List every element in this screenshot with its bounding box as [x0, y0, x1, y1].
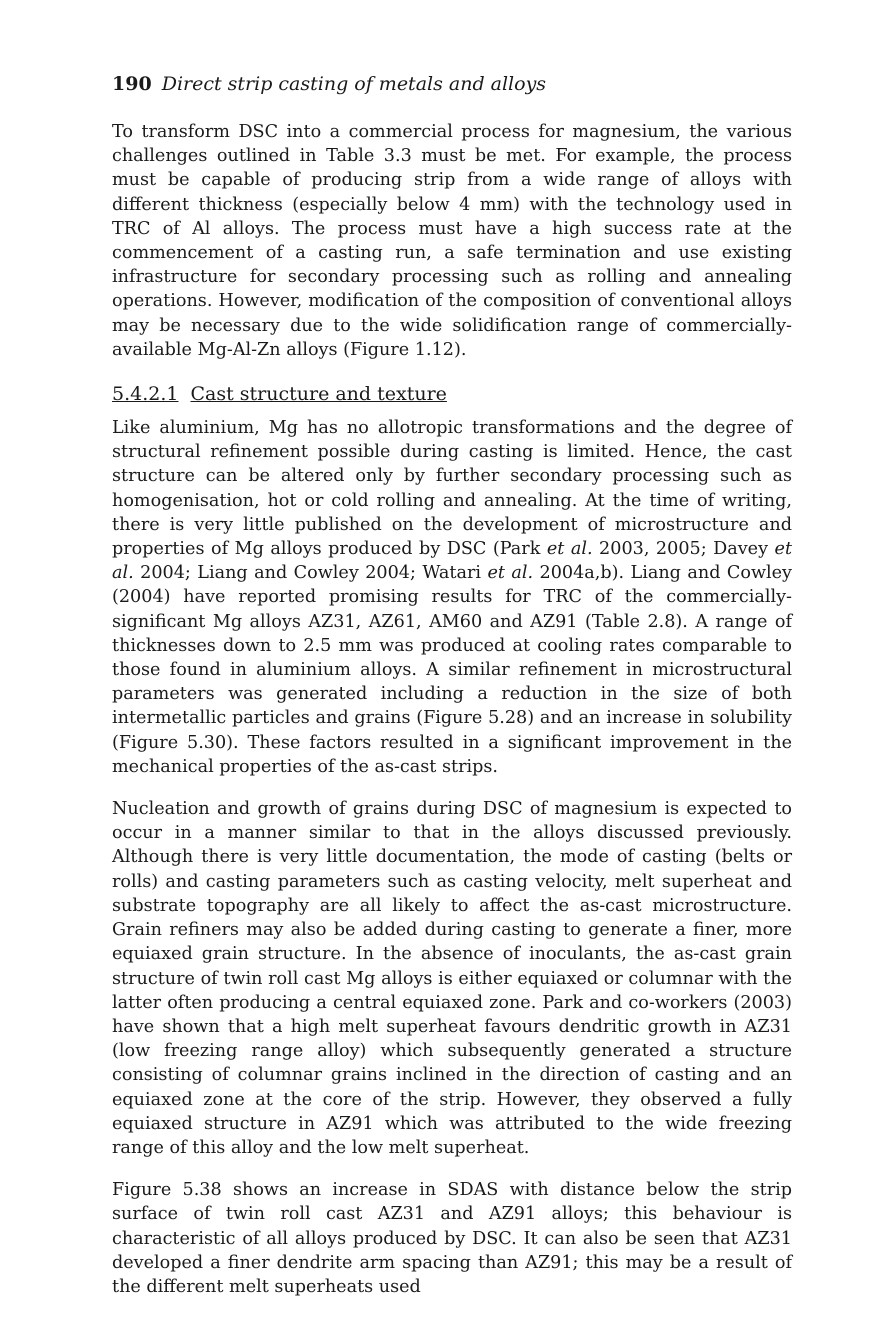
- running-head: [112, 70, 792, 98]
- et-al-citation: et al.: [487, 563, 534, 584]
- section-number: 5.4.2.1: [112, 383, 179, 406]
- et-al-citation: et al.: [112, 539, 793, 584]
- paragraph-text: 2004; Liang and Cowley 2004; Watari: [133, 563, 488, 584]
- paragraph-sdas: Figure 5.38 shows an increase in SDAS with distance below the strip surface of twin roll cast AZ31 and AZ91 alloys; this behaviour is characteristic of all alloys produced by DSC. It can also be seen that AZ31 developed a finer dendrite arm spacing than AZ91; this may be a result of the different melt superheats used: [112, 1180, 792, 1297]
- paragraph-text: 2003, 2005; Davey: [592, 539, 775, 560]
- paragraph-text: 2004a,b). Liang and Cowley (2004) have reported promising results for TRC of the commercially-significant Mg alloys AZ31, AZ61, AM60 and AZ91 (Table 2.8). A range of thicknesses down to 2.5 mm was produced at cooling rates comparable to those found in aluminium alloys. A similar refinement in microstructural parameters was generated including a reduction in the size of both intermetallic particles and grains (Figure 5.28) and an increase in solubility (Figure 5.30). These factors resulted in a significant improvement in the mechanical properties of the as-cast strips.: [112, 563, 792, 777]
- section-title: Cast structure and texture: [190, 383, 447, 406]
- et-al-citation: et al.: [546, 539, 593, 560]
- paragraph-text: Like aluminium, Mg has no allotropic transformations and the degree of structural refinement possible during casting is limited. Hence, the cast structure can be altered only by further secondary processing such as homogenisation, hot or cold rolling and annealing. At the time of writing, there is very little published on the development of microstructure and properties of Mg alloys produced by DSC (Park: [112, 418, 792, 560]
- section-heading: [112, 380, 792, 408]
- paragraph-cast-structure: [112, 416, 792, 779]
- page: [112, 70, 792, 1299]
- page-number: 190: [112, 73, 152, 95]
- intro-paragraph: To transform DSC into a commercial process for magnesium, the various challenges outlined in Table 3.3 must be met. For example, the process must be capable of producing strip from a wide range of alloys with different thickness (especially below 4 mm) with the technology used in TRC of Al alloys. The process must have a high success rate at the commencement of a casting run, a safe termination and use existing infrastructure for secondary processing such as rolling and annealing operations. However, modification of the composition of conventional alloys may be necessary due to the wide solidification range of commercially-available Mg-Al-Zn alloys (Figure 1.12).: [112, 122, 792, 360]
- paragraph-nucleation: Nucleation and growth of grains during DSC of magnesium is expected to occur in a manner similar to that in the alloys discussed previously. Although there is very little documentation, the mode of casting (belts or rolls) and casting parameters such as casting velocity, melt superheat and substrate topography are all likely to affect the as-cast microstructure. Grain refiners may also be added during casting to generate a finer, more equiaxed grain structure. In the absence of inoculants, the as-cast grain structure of twin roll cast Mg alloys is either equiaxed or columnar with the latter often producing a central equiaxed zone. Park and co-workers (2003) have shown that a high melt superheat favours dendritic growth in AZ31 (low freezing range alloy) which subsequently generated a structure consisting of columnar grains inclined in the direction of casting and an equiaxed zone at the core of the strip. However, they observed a fully equiaxed structure in AZ91 which was attributed to the wide freezing range of this alloy and the low melt superheat.: [112, 799, 792, 1158]
- book-title: Direct strip casting of metals and alloys: [161, 73, 547, 95]
